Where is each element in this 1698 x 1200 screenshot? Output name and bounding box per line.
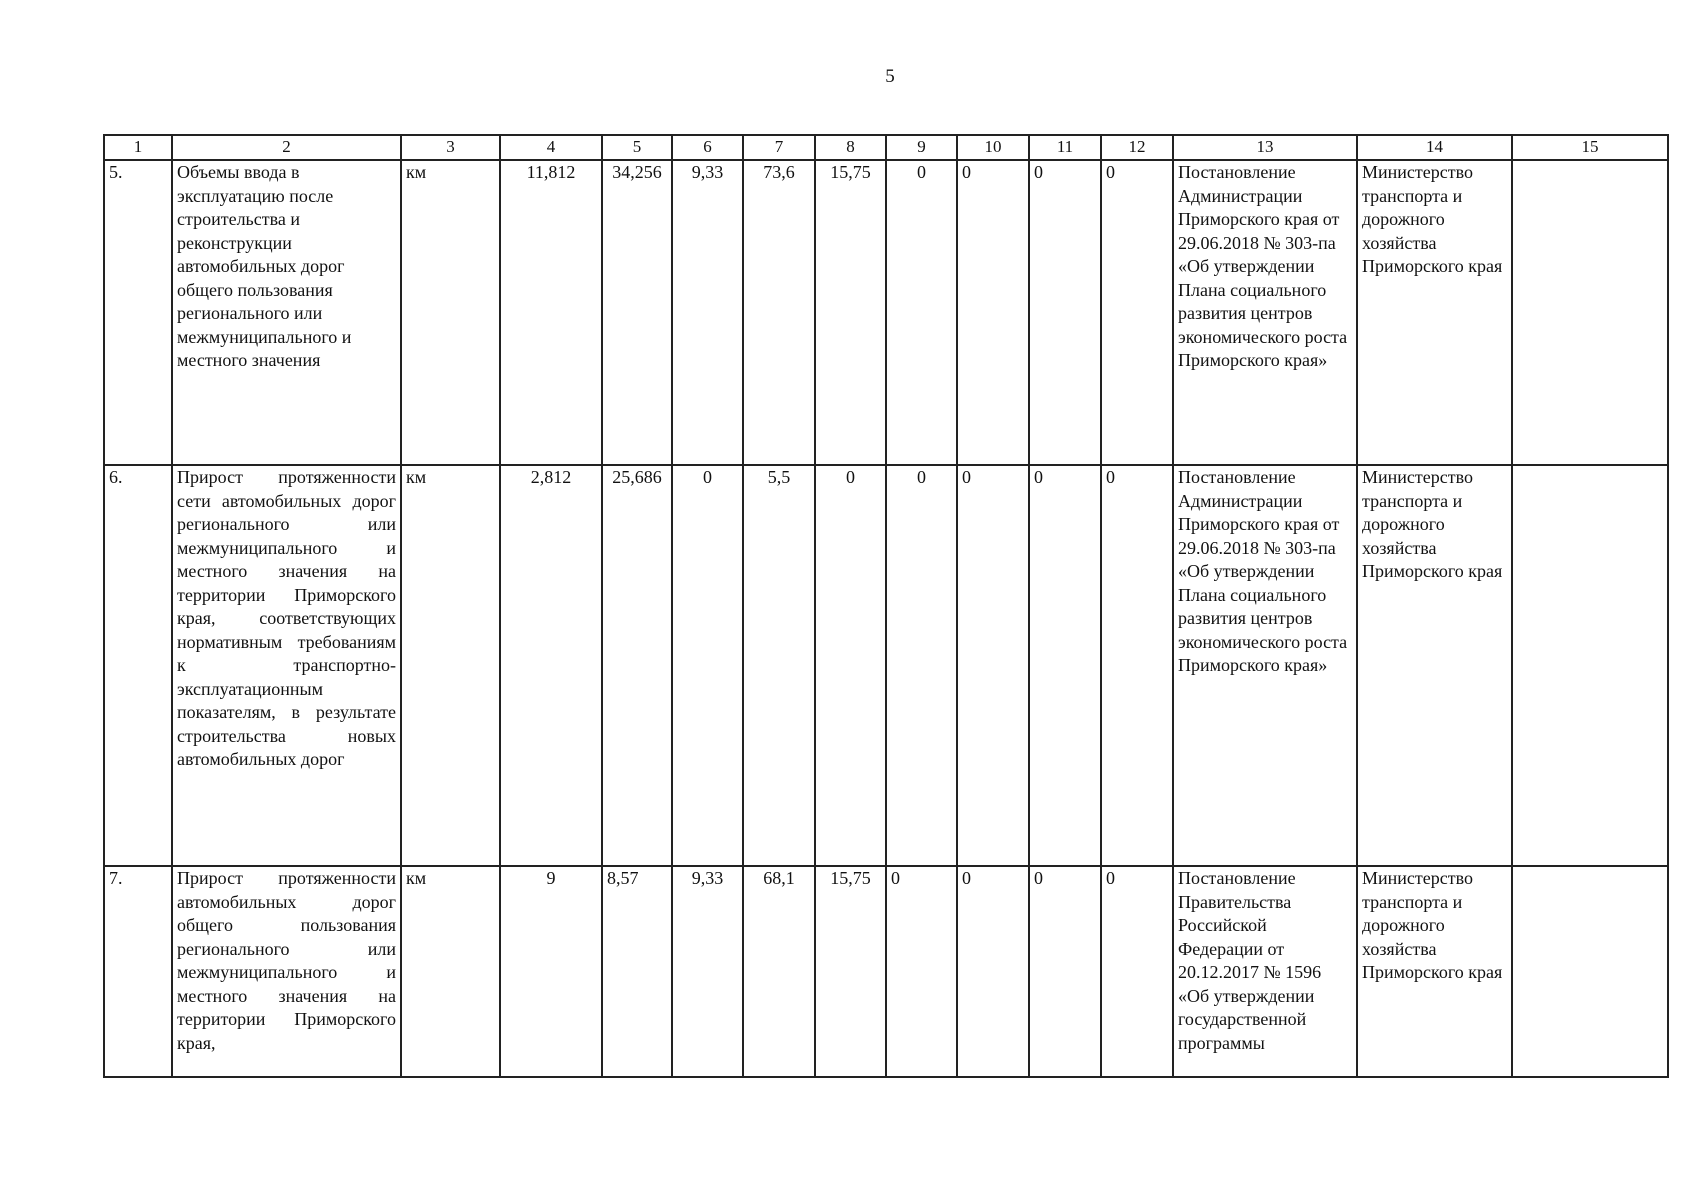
row-number: 5. <box>104 160 172 465</box>
table-header-row <box>104 135 1668 160</box>
value-cell: 2,812 <box>500 465 602 866</box>
value-cell: 0 <box>1029 160 1101 465</box>
column-header: 6 <box>672 135 743 160</box>
responsible-body: Министерство транспорта и дорожного хозяйства Приморского края <box>1357 465 1512 866</box>
value-cell: 0 <box>886 866 957 1077</box>
value-cell: 0 <box>886 465 957 866</box>
value-cell: 34,256 <box>602 160 672 465</box>
column-header: 4 <box>500 135 602 160</box>
value-cell: 0 <box>957 465 1029 866</box>
value-cell: 11,812 <box>500 160 602 465</box>
notes-cell <box>1512 160 1668 465</box>
responsible-body: Министерство транспорта и дорожного хозяйства Приморского края <box>1357 160 1512 465</box>
value-cell: 73,6 <box>743 160 815 465</box>
column-header: 3 <box>401 135 500 160</box>
responsible-body: Министерство транспорта и дорожного хозяйства Приморского края <box>1357 866 1512 1077</box>
unit-cell: км <box>401 160 500 465</box>
source-document: Постановление Администрации Приморского края от 29.06.2018 № 303-па «Об утверждении Плана социального развития центров экономического роста Приморского края» <box>1173 465 1357 866</box>
value-cell: 0 <box>1101 465 1173 866</box>
page-number: 5 <box>885 66 895 87</box>
value-cell: 0 <box>1101 866 1173 1077</box>
indicator-name: Прирост протяженности автомобильных дорог общего пользования регионального или межмуниципального и местного значения на территории Приморского края, <box>172 866 401 1077</box>
column-header: 11 <box>1029 135 1101 160</box>
indicator-name: Объемы ввода в эксплуатацию после строительства и реконструкции автомобильных дорог общего пользования регионального или межмуниципального и местного значения <box>172 160 401 465</box>
value-cell: 0 <box>886 160 957 465</box>
source-document: Постановление Правительства Российской Федерации от 20.12.2017 № 1596 «Об утверждении государственной программы <box>1173 866 1357 1077</box>
row-number: 6. <box>104 465 172 866</box>
value-cell: 0 <box>1101 160 1173 465</box>
value-cell: 0 <box>957 866 1029 1077</box>
column-header: 13 <box>1173 135 1357 160</box>
value-cell: 0 <box>957 160 1029 465</box>
value-cell: 68,1 <box>743 866 815 1077</box>
column-header: 5 <box>602 135 672 160</box>
column-header: 9 <box>886 135 957 160</box>
value-cell: 9,33 <box>672 866 743 1077</box>
column-header: 2 <box>172 135 401 160</box>
row-number: 7. <box>104 866 172 1077</box>
value-cell: 9,33 <box>672 160 743 465</box>
column-header: 7 <box>743 135 815 160</box>
indicators-table <box>103 134 1669 1078</box>
value-cell: 5,5 <box>743 465 815 866</box>
notes-cell <box>1512 866 1668 1077</box>
column-header: 12 <box>1101 135 1173 160</box>
source-document: Постановление Администрации Приморского края от 29.06.2018 № 303-па «Об утверждении Плана социального развития центров экономического роста Приморского края» <box>1173 160 1357 465</box>
column-header: 8 <box>815 135 886 160</box>
table-row <box>104 465 1668 866</box>
value-cell: 0 <box>1029 465 1101 866</box>
indicator-name: Прирост протяженности сети автомобильных дорог регионального или межмуниципального и местного значения на территории Приморского края, соответствующих нормативным требованиям к транспортно-эксплуатационным показателям, в результате строительства новых автомобильных дорог <box>172 465 401 866</box>
value-cell: 9 <box>500 866 602 1077</box>
value-cell: 15,75 <box>815 866 886 1077</box>
column-header: 15 <box>1512 135 1668 160</box>
unit-cell: км <box>401 465 500 866</box>
column-header: 10 <box>957 135 1029 160</box>
value-cell: 0 <box>1029 866 1101 1077</box>
table-row <box>104 160 1668 465</box>
unit-cell: км <box>401 866 500 1077</box>
column-header: 1 <box>104 135 172 160</box>
value-cell: 0 <box>672 465 743 866</box>
value-cell: 15,75 <box>815 160 886 465</box>
column-header: 14 <box>1357 135 1512 160</box>
notes-cell <box>1512 465 1668 866</box>
value-cell: 25,686 <box>602 465 672 866</box>
table-row <box>104 866 1668 1077</box>
value-cell: 8,57 <box>602 866 672 1077</box>
value-cell: 0 <box>815 465 886 866</box>
